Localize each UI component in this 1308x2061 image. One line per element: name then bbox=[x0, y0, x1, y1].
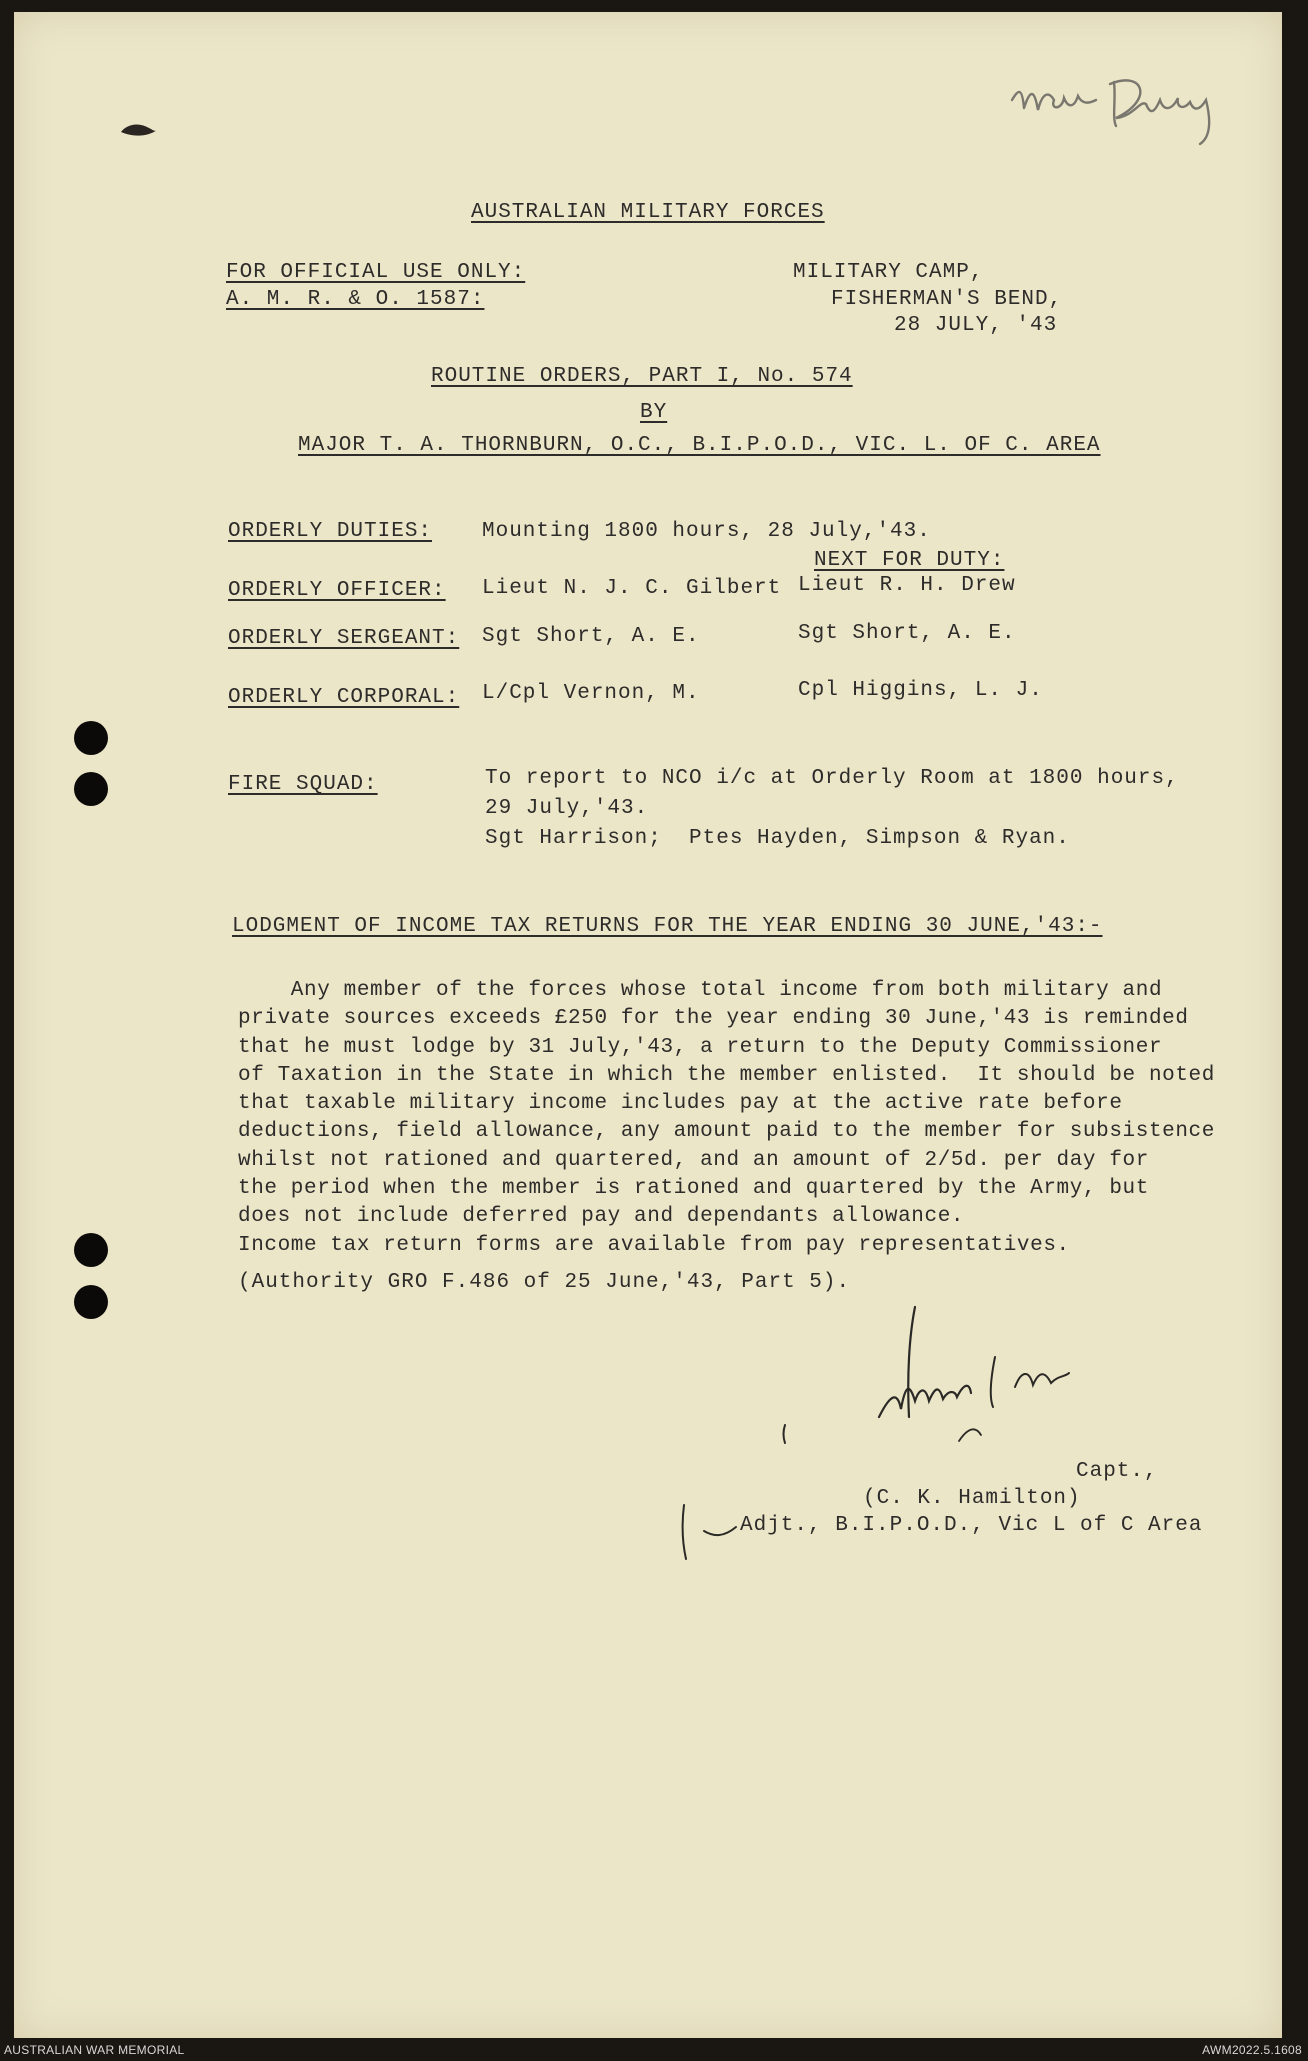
orderly-corporal-current: L/Cpl Vernon, M. bbox=[482, 682, 700, 705]
orderly-corporal-label: ORDERLY CORPORAL: bbox=[228, 686, 460, 709]
signatory-name: (C. K. Hamilton) bbox=[863, 1487, 1081, 1510]
paper-stain bbox=[119, 120, 159, 140]
next-for-duty-heading: NEXT FOR DUTY: bbox=[814, 549, 1005, 572]
income-tax-body: Any member of the forces whose total income from both military and private sources exceeds £250 for the year ending 30 June,'43 is reminded that he must lodge by 31 July,'43, a return to the Deputy Commissioner of Taxation in the State in which the member enlisted. It should be noted that taxable military income includes pay at the active rate before deductions, field allowance, any amount paid to the member for subsistence whilst not rationed and quartered, and an amount of 2/5d. per day for the period when the member is rationed and quartered by the Army, but does not include deferred pay and dependants allowance. Income tax return forms are available from pay representatives. bbox=[238, 979, 1215, 1257]
punch-hole bbox=[74, 1233, 108, 1267]
title-by: BY bbox=[640, 401, 668, 424]
signatory-rank: Capt., bbox=[1076, 1460, 1158, 1483]
orderly-duties-value: Mounting 1800 hours, 28 July,'43. bbox=[482, 520, 931, 543]
official-use-label: FOR OFFICIAL USE ONLY: bbox=[226, 261, 526, 284]
signatory-position: Adjt., B.I.P.O.D., Vic L of C Area bbox=[740, 1514, 1203, 1537]
orderly-sergeant-label: ORDERLY SERGEANT: bbox=[228, 627, 460, 650]
orderly-sergeant-next: Sgt Short, A. E. bbox=[798, 622, 1016, 645]
document-page bbox=[14, 12, 1282, 2038]
orderly-officer-next: Lieut R. H. Drew bbox=[798, 574, 1016, 597]
handwritten-signature bbox=[759, 1297, 1189, 1467]
punch-hole bbox=[74, 772, 108, 806]
location-line-2: FISHERMAN'S BEND, bbox=[831, 288, 1063, 311]
footer-accession-number: AWM2022.5.1608 bbox=[1202, 2043, 1302, 2057]
amr-reference: A. M. R. & O. 1587: bbox=[226, 288, 485, 311]
fire-squad-line-2: 29 July,'43. bbox=[485, 797, 649, 820]
fire-squad-label: FIRE SQUAD: bbox=[228, 773, 378, 796]
orderly-sergeant-current: Sgt Short, A. E. bbox=[482, 625, 700, 648]
routine-orders-title: ROUTINE ORDERS, PART I, No. 574 bbox=[431, 365, 853, 388]
handwritten-war-diary-annotation bbox=[1004, 60, 1264, 150]
issuing-officer: MAJOR T. A. THORNBURN, O.C., B.I.P.O.D., VIC. L. OF C. AREA bbox=[298, 434, 1101, 457]
orderly-officer-current: Lieut N. J. C. Gilbert bbox=[482, 577, 782, 600]
orderly-corporal-next: Cpl Higgins, L. J. bbox=[798, 679, 1043, 702]
income-tax-heading: LODGMENT OF INCOME TAX RETURNS FOR THE YEAR ENDING 30 JUNE,'43:- bbox=[232, 915, 1103, 938]
punch-hole bbox=[74, 1285, 108, 1319]
authority-reference: (Authority GRO F.486 of 25 June,'43, Part 5). bbox=[238, 1271, 851, 1294]
orderly-duties-label: ORDERLY DUTIES: bbox=[228, 520, 433, 543]
document-heading: AUSTRALIAN MILITARY FORCES bbox=[471, 201, 825, 224]
punch-hole bbox=[74, 721, 108, 755]
fire-squad-line-1: To report to NCO i/c at Orderly Room at 1800 hours, bbox=[485, 767, 1179, 790]
orderly-officer-label: ORDERLY OFFICER: bbox=[228, 579, 446, 602]
document-date: 28 JULY, '43 bbox=[894, 314, 1058, 337]
footer-institution: AUSTRALIAN WAR MEMORIAL bbox=[4, 2043, 185, 2057]
location-line-1: MILITARY CAMP, bbox=[793, 261, 984, 284]
fire-squad-line-3: Sgt Harrison; Ptes Hayden, Simpson & Ryan. bbox=[485, 827, 1070, 850]
